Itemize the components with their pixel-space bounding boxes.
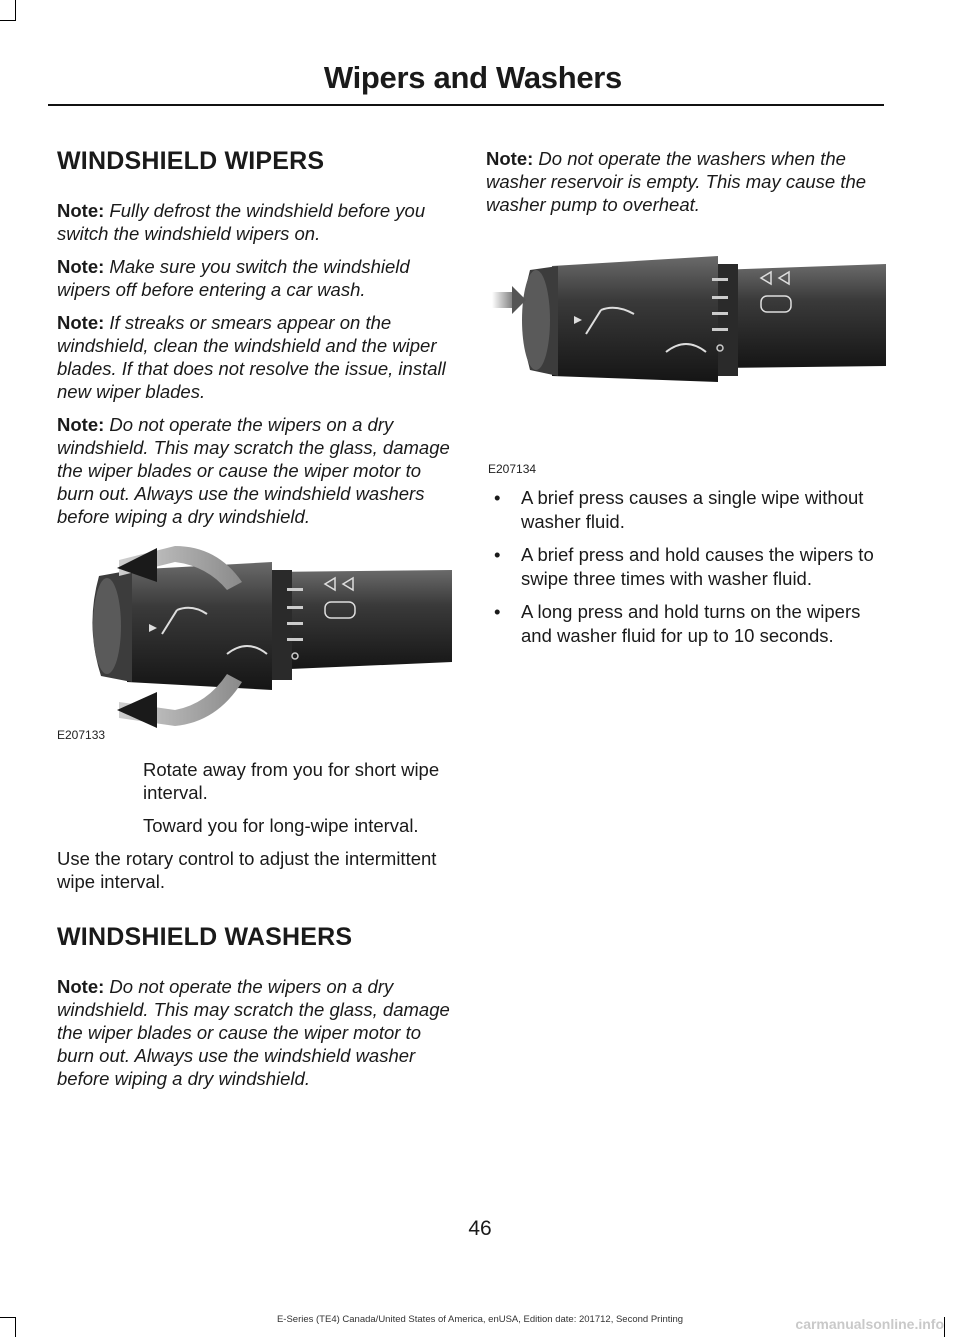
- note-paragraph: [486, 147, 886, 216]
- note-paragraph: [57, 255, 452, 301]
- list-item: [486, 543, 886, 590]
- note-label: Note:: [57, 200, 105, 221]
- rotate-away-text: Rotate away from you for short wipe interval.: [143, 759, 440, 803]
- left-column: [57, 147, 452, 1100]
- page-title: Wipers and Washers: [323, 60, 622, 95]
- wiper-stalk-press-figure: [486, 256, 886, 476]
- section-heading-wipers: WINDSHIELD WIPERS: [57, 147, 325, 175]
- rotary-control-text: Use the rotary control to adjust the intermittent wipe interval.: [57, 848, 437, 892]
- note-paragraph: [57, 975, 452, 1090]
- section-heading-washers: WINDSHIELD WASHERS: [57, 923, 353, 951]
- watermark: carmanualsonline.info: [795, 1316, 944, 1332]
- note-text: Do not operate the wipers on a dry windshield. This may scratch the glass, damage the wiper blades or cause the wiper motor to burn out. Always use the windshield washer before wiping a dry windshield.: [57, 976, 450, 1089]
- crop-mark: [0, 20, 16, 21]
- note-text: Make sure you switch the windshield wipers off before entering a car wash.: [57, 256, 410, 300]
- note-paragraph: [57, 311, 452, 403]
- bullet-glyph: •: [494, 544, 501, 565]
- figure-label: E207134: [488, 462, 537, 476]
- footer-text: E-Series (TE4) Canada/United States of America, enUSA, Edition date: 201712, Second Printing: [276, 1314, 684, 1325]
- list-item: [486, 486, 886, 533]
- list-item-text: A long press and hold turns on the wipers and washer fluid for up to 10 seconds.: [521, 601, 861, 646]
- bullet-glyph: •: [494, 601, 501, 622]
- note-text: If streaks or smears appear on the windshield, clean the windshield and the wiper blades. If that does not resolve the issue, install new wiper blades.: [57, 312, 446, 402]
- list-item: [486, 600, 886, 647]
- note-label: Note:: [57, 256, 105, 277]
- note-paragraph: [57, 199, 452, 245]
- header-divider: [48, 104, 884, 106]
- wiper-stalk-illustration: [57, 542, 452, 732]
- note-text: Do not operate the wipers on a dry windshield. This may scratch the glass, damage the wiper blades or cause the wiper motor to burn out. Always use the windshield washers before wiping a dry windshield.: [57, 414, 450, 527]
- list-item-text: A brief press and hold causes the wipers to swipe three times with washer fluid.: [521, 544, 874, 589]
- wiper-stalk-rotary-figure: [57, 542, 452, 750]
- toward-text: Toward you for long-wipe interval.: [143, 815, 419, 836]
- right-column: [486, 147, 886, 657]
- note-paragraph: [57, 413, 452, 528]
- wiper-stalk-press-illustration: [486, 256, 886, 386]
- note-label: Note:: [57, 312, 105, 333]
- list-item-text: A brief press causes a single wipe without washer fluid.: [521, 487, 864, 532]
- note-text: Fully defrost the windshield before you switch the windshield wipers on.: [57, 200, 426, 244]
- bullet-glyph: •: [494, 487, 501, 508]
- note-text: Do not operate the washers when the washer reservoir is empty. This may cause the washer pump to overheat.: [486, 148, 867, 215]
- press-behavior-list: [486, 486, 886, 647]
- note-label: Note:: [486, 148, 534, 169]
- crop-mark: [15, 0, 16, 20]
- page-number: 46: [468, 1217, 492, 1240]
- figure-label: E207133: [57, 728, 106, 742]
- note-label: Note:: [57, 976, 105, 997]
- note-label: Note:: [57, 414, 105, 435]
